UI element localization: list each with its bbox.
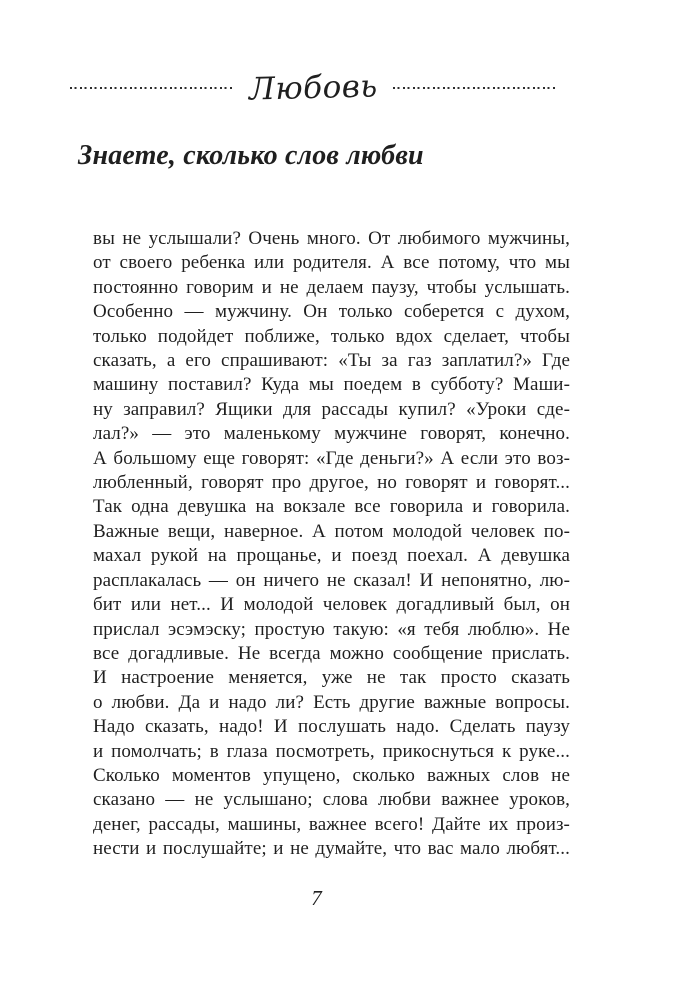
- body-line: о любви. Да и надо ли? Есть другие важные вопросы.: [93, 691, 570, 713]
- body-line: любленный, говорят про другое, но говорят и говорят...: [93, 472, 570, 494]
- body-line: махал рукой на прощанье, и поезд поехал. А девушка: [93, 545, 570, 567]
- body-line: нести и послушайте; и не думайте, что вас мало любят...: [93, 838, 570, 860]
- body-line: Так одна девушка на вокзале все говорила и говорила.: [93, 496, 570, 518]
- body-line: Надо сказать, надо! И послушать надо. Сделать паузу: [93, 716, 570, 738]
- chapter-title: Знаете, сколько слов любви: [78, 140, 424, 171]
- body-line: бит или нет... И молодой человек догадливый был, он: [93, 594, 570, 616]
- body-line: И настроение меняется, уже не так просто сказать: [93, 667, 570, 689]
- body-text: [93, 227, 570, 862]
- body-line: сказано — не услышано; слова любви важнее уроков,: [93, 789, 570, 811]
- header-rule-right: [393, 87, 556, 90]
- body-line: и помолчать; в глаза посмотреть, прикоснуться к руке...: [93, 740, 570, 762]
- header-rule-left: [70, 87, 233, 90]
- body-line: лал?» — это маленькому мужчине говорят, конечно.: [93, 423, 570, 445]
- body-line: расплакалась — он ничего не сказал! И непонятно, лю-: [93, 569, 570, 591]
- body-line: денег, рассады, машины, важнее всего! Дайте их произ-: [93, 813, 570, 835]
- body-line: прислал эсэмэску; простую такую: «я тебя люблю». Не: [93, 618, 570, 640]
- body-line: Особенно — мужчину. Он только соберется с духом,: [93, 301, 570, 323]
- body-line: Важные вещи, наверное. А потом молодой человек по-: [93, 520, 570, 542]
- section-title-script: Любовь: [248, 67, 378, 108]
- body-line: А большому еще говорят: «Где деньги?» А если это воз-: [93, 447, 570, 469]
- body-line: машину поставил? Куда мы поедем в субботу? Маши-: [93, 374, 570, 396]
- body-line: вы не услышали? Очень много. От любимого мужчины,: [93, 228, 570, 249]
- body-line: только подойдет поближе, только вдох сделает, чтобы: [93, 325, 570, 347]
- body-line: от своего ребенка или родителя. А все потому, что мы: [93, 252, 570, 274]
- running-header: [70, 68, 556, 108]
- body-line: сказать, а его спрашивают: «Ты за газ заплатил?» Где: [93, 350, 570, 372]
- body-line: ну заправил? Ящики для рассады купил? «Уроки сде-: [93, 398, 570, 420]
- body-line: все догадливые. Не всегда можно сообщение прислать.: [93, 642, 570, 664]
- body-line: постоянно говорим и не делаем паузу, чтобы услышать.: [93, 276, 570, 298]
- page-number: 7: [311, 886, 322, 910]
- body-line: Сколько моментов упущено, сколько важных слов не: [93, 764, 570, 786]
